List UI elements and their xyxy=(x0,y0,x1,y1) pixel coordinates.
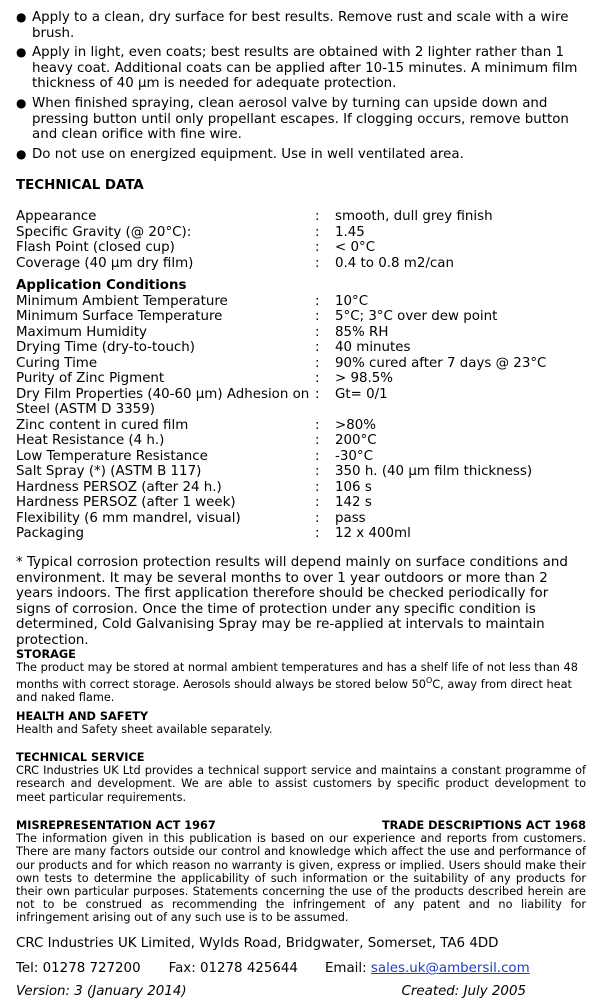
storage-text-end: C, away from direct heat and naked flame. xyxy=(16,678,572,705)
row-label: Specific Gravity (@ 20°C): xyxy=(16,224,192,240)
row-colon: : xyxy=(315,324,320,340)
row-value: 350 h. (40 μm film thickness) xyxy=(335,464,533,479)
row-value: 142 s xyxy=(335,495,372,510)
row-value: < 0°C xyxy=(335,240,376,255)
row-label: Flash Point (closed cup) xyxy=(16,240,175,255)
table-row xyxy=(16,449,586,465)
row-label: Appearance xyxy=(16,209,97,224)
row-label: Zinc content in cured film xyxy=(16,417,189,433)
row-value: smooth, dull grey finish xyxy=(335,209,493,224)
bullet-text: Apply in light, even coats; best results are obtained with 2 lighter rather than 1 heavy coat. Additional coats can be applied after 10-15 minutes. A minimum film thickness of 40 μm is needed for adequate protection. xyxy=(32,45,578,92)
row-label: Heat Resistance (4 h.) xyxy=(16,433,165,448)
telephone: Tel: 01278 727200 xyxy=(16,961,141,976)
bullet-icon: ● xyxy=(16,95,27,110)
row-value: 12 x 400ml xyxy=(335,526,411,541)
row-value: Gt= 0/1 xyxy=(335,386,388,402)
row-colon: : xyxy=(315,371,320,386)
technical-data-heading: TECHNICAL DATA xyxy=(16,178,144,193)
technical-service-heading: TECHNICAL SERVICE xyxy=(16,751,145,764)
row-value: 106 s xyxy=(335,479,372,495)
bullet-text: Apply to a clean, dry surface for best results. Remove rust and scale with a wire brush. xyxy=(32,10,569,41)
fax: Fax: 01278 425644 xyxy=(168,961,298,976)
table-row xyxy=(16,371,586,387)
row-label: Packaging xyxy=(16,526,84,541)
row-colon: : xyxy=(315,255,320,271)
row-value: 40 minutes xyxy=(335,340,411,355)
row-label: Low Temperature Resistance xyxy=(16,448,208,464)
row-colon: : xyxy=(315,464,320,479)
table-row xyxy=(16,526,586,542)
row-colon: : xyxy=(315,526,320,541)
table-row xyxy=(16,387,586,418)
row-colon: : xyxy=(315,386,320,402)
row-label: Hardness PERSOZ (after 1 week) xyxy=(16,495,236,510)
health-safety-heading: HEALTH AND SAFETY xyxy=(16,710,149,723)
row-colon: : xyxy=(315,417,320,433)
row-label: Salt Spray (*) (ASTM B 117) xyxy=(16,464,202,479)
table-row xyxy=(16,225,586,241)
row-label: Hardness PERSOZ (after 24 h.) xyxy=(16,479,222,495)
bullet-icon: ● xyxy=(16,45,27,60)
storage-heading: STORAGE xyxy=(16,648,76,661)
created-date: Created: July 2005 xyxy=(401,984,526,999)
table-row xyxy=(16,294,586,310)
bullet-icon: ● xyxy=(16,10,27,24)
row-colon: : xyxy=(315,340,320,355)
misrepresentation-heading: MISREPRESENTATION ACT 1967 xyxy=(16,819,216,832)
legal-headings xyxy=(16,819,586,832)
row-value: -30°C xyxy=(335,448,373,464)
row-value: >80% xyxy=(335,417,376,433)
row-colon: : xyxy=(315,448,320,464)
row-label: Flexibility (6 mm mandrel, visual) xyxy=(16,510,241,526)
legal-text: The information given in this publication is based on our experience and reports from customers. There are many factors outside our control and knowledge which affect the use and performance of our products and for which reason no warranty is given, express or implied. Users should make their own tests to determine the applicability of such information or the suitability of any products for their own particular purposes. Statements concerning the use of the products described herein are not to be construed as recommending the infringement of any patent and no liability for infringement arising out of any such use is to be assumed. xyxy=(16,832,586,925)
row-label: Minimum Surface Temperature xyxy=(16,309,223,324)
row-label: Drying Time (dry-to-touch) xyxy=(16,340,196,355)
table-row xyxy=(16,464,586,480)
row-value: 200°C xyxy=(335,433,377,448)
table-row xyxy=(16,209,586,225)
storage-text-start: The product may be stored at normal ambient temperatures and has a shelf life of not less than 48 months with correct storage. Aerosols should always be stored below 50 xyxy=(16,661,578,692)
instructions-list xyxy=(16,10,581,166)
row-label: Minimum Ambient Temperature xyxy=(16,293,228,309)
table-row xyxy=(16,511,586,527)
row-colon: : xyxy=(315,209,320,224)
table-row xyxy=(16,256,586,272)
row-colon: : xyxy=(315,309,320,324)
table-row xyxy=(16,356,586,372)
table-row xyxy=(16,240,586,256)
table-row xyxy=(16,340,586,356)
bullet-icon: ● xyxy=(16,146,27,161)
row-value: 5°C; 3°C over dew point xyxy=(335,309,498,324)
row-value: 85% RH xyxy=(335,324,389,340)
row-value: 1.45 xyxy=(335,224,365,240)
storage-section xyxy=(16,648,586,705)
row-label: Curing Time xyxy=(16,355,98,371)
row-colon: : xyxy=(315,224,320,240)
row-label: Dry Film Properties (40-60 μm) Adhesion on Steel (ASTM D 3359) xyxy=(16,386,310,417)
health-safety-text: Health and Safety sheet available separately. xyxy=(16,723,273,737)
version-line xyxy=(16,984,526,999)
row-label: Maximum Humidity xyxy=(16,324,147,340)
table-row xyxy=(16,418,586,434)
row-colon: : xyxy=(315,433,320,448)
technical-data-table xyxy=(16,209,586,271)
row-colon: : xyxy=(315,240,320,255)
table-row xyxy=(16,480,586,496)
row-value: 90% cured after 7 days @ 23°C xyxy=(335,355,547,371)
corrosion-note: * Typical corrosion protection results will depend mainly on surface conditions and environment. It may be several months to over 1 year outdoors or more than 2 years indoors. The first application therefore should be checked periodically for signs of corrosion. Once the time of protection under any specific condition is determined, Cold Galvanising Spray may be re-applied at intervals to maintain protection. xyxy=(16,555,568,648)
list-item xyxy=(16,147,581,163)
row-label: Coverage (40 μm dry film) xyxy=(16,255,194,271)
table-row xyxy=(16,325,586,341)
contact-line xyxy=(16,961,586,976)
list-item xyxy=(16,10,581,41)
legal-section xyxy=(16,819,586,925)
table-row xyxy=(16,433,586,449)
row-colon: : xyxy=(315,479,320,495)
technical-service-text: CRC Industries UK Ltd provides a technical support service and maintains a constant programme of research and development. We are able to assist customers by specific product development to meet particular requirements. xyxy=(16,764,586,804)
degree-superscript: O xyxy=(425,676,433,686)
application-conditions-table xyxy=(16,278,586,542)
version: Version: 3 (January 2014) xyxy=(16,984,187,999)
storage-text xyxy=(16,661,586,704)
application-conditions-heading: Application Conditions xyxy=(16,278,187,293)
row-value: 0.4 to 0.8 m2/can xyxy=(335,255,454,271)
row-colon: : xyxy=(315,355,320,371)
row-colon: : xyxy=(315,293,320,309)
company-address: CRC Industries UK Limited, Wylds Road, Bridgwater, Somerset, TA6 4DD xyxy=(16,936,499,951)
table-row xyxy=(16,309,586,325)
bullet-text: When finished spraying, clean aerosol valve by turning can upside down and pressing button until only propellant escapes. If clogging occurs, remove button and clean orifice with fine wire. xyxy=(32,95,569,143)
email-label: Email: xyxy=(324,961,367,976)
technical-service-section xyxy=(16,751,586,804)
row-colon: : xyxy=(315,495,320,510)
health-safety-section xyxy=(16,710,586,736)
row-label: Purity of Zinc Pigment xyxy=(16,371,165,386)
list-item xyxy=(16,96,581,143)
table-row xyxy=(16,495,586,511)
row-value: 10°C xyxy=(335,293,369,309)
row-value: pass xyxy=(335,510,366,526)
bullet-text: Do not use on energized equipment. Use in well ventilated area. xyxy=(32,146,464,162)
row-colon: : xyxy=(315,510,320,526)
trade-descriptions-heading: TRADE DESCRIPTIONS ACT 1968 xyxy=(381,819,586,832)
email-link[interactable]: sales.uk@ambersil.com xyxy=(370,961,530,976)
list-item xyxy=(16,45,581,92)
row-value: > 98.5% xyxy=(335,371,394,386)
